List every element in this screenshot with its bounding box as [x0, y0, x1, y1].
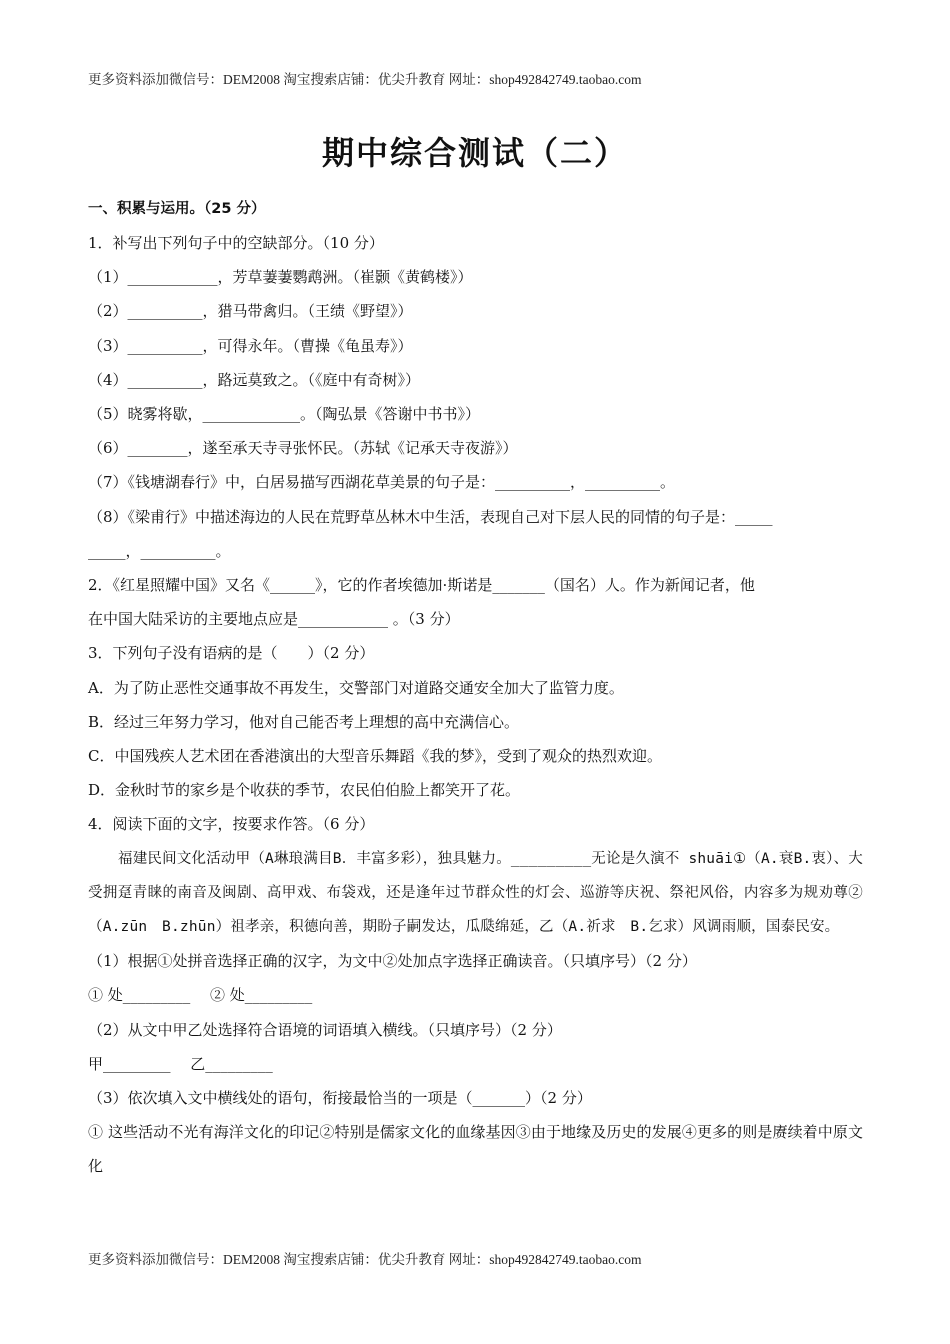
question-1-item: （7）《钱塘湖春行》中，白居易描写西湖花草美景的句子是：__________，__________。: [88, 473, 676, 492]
question-3-option-b: B．经过三年努力学习，他对自己能否考上理想的高中充满信心。: [88, 712, 520, 731]
question-3-option-a: A．为了防止恶性交通事故不再发生，交警部门对道路交通安全加大了监管力度。: [88, 678, 624, 697]
question-4-sub2: （2）从文中甲乙处选择符合语境的词语填入横线。（只填序号）（2 分）: [88, 1020, 562, 1039]
page-header: 更多资料添加微信号：DEM2008 淘宝搜索店铺：优尖升教育 网址：shop492842749.taobao.com: [88, 72, 642, 87]
question-3-option-d: D．金秋时节的家乡是个收获的季节，农民伯伯脸上都笑开了花。: [88, 781, 521, 800]
question-1-item: （5）晓雾将歇，_____________。（陶弘景《答谢中书书》）: [88, 405, 481, 424]
question-1-stem: 1．补写出下列句子中的空缺部分。（10 分）: [88, 234, 384, 252]
question-1-item: （2）__________，猎马带禽归。（王绩《野望》）: [88, 302, 413, 321]
question-4-stem: 4．阅读下面的文字，按要求作答。（6 分）: [88, 815, 375, 834]
section-heading: 一、积累与运用。（25 分）: [88, 201, 266, 217]
document-body: [88, 192, 863, 1184]
question-1-item: （1）____________，芳草萋萋鹦鹉洲。（崔颢《黄鹤楼》）: [88, 268, 473, 287]
question-1-item: （8）《梁甫行》中描述海边的人民在荒野草丛林木中生活，表现自己对下层人民的同情的句子是：_____: [88, 507, 773, 526]
question-3-option-c: C．中国残疾人艺术团在香港演出的大型音乐舞蹈《我的梦》，受到了观众的热烈欢迎。: [88, 747, 662, 766]
question-4-sub3-options: ① 这些活动不光有海洋文化的印记②特别是儒家文化的血缘基因③由于地缘及历史的发展④更多的则是赓续着中原文化: [88, 1123, 863, 1176]
question-3-stem: 3．下列句子没有语病的是（ ）（2 分）: [88, 644, 375, 663]
question-1-item: （3）__________，可得永年。（曹操《龟虽寿》）: [88, 336, 413, 355]
question-2-line: 在中国大陆采访的主要地点应是____________ 。（3 分）: [88, 610, 460, 629]
question-4-sub3: （3）依次填入文中横线处的语句，衔接最恰当的一项是（_______）（2 分）: [88, 1089, 592, 1108]
page-footer: 更多资料添加微信号：DEM2008 淘宝搜索店铺：优尖升教育 网址：shop492842749.taobao.com: [88, 1252, 642, 1267]
question-4-sub1: （1）根据①处拼音选择正确的汉字，为文中②处加点字选择正确读音。（只填序号）（2 分）: [88, 952, 697, 971]
question-4-passage: 福建民间文化活动甲（A琳琅满目B．丰富多彩），独具魅力。_________无论是久演不 shuāi①（A.衰B.衷）、大受拥趸青睐的南音及闽剧、高甲戏、布袋戏，还是逢年过节群众性的灯会、巡游等庆祝、祭祀风俗，内容多为规劝尊②（A.zūn B.zhūn）祖孝亲，积德向善，期盼子嗣发达，瓜瓞绵延，乙（A.祈求 B.乞求）风调雨顺，国泰民安。: [88, 850, 863, 936]
question-2-line: 2．《红星照耀中国》又名《______》，它的作者埃德加·斯诺是_______（国名）人。作为新闻记者，他: [88, 576, 755, 595]
question-1-item: （6）________，遂至承天寺寻张怀民。（苏轼《记承天寺夜游》）: [88, 439, 518, 458]
question-1-item: （4）__________，路远莫致之。（《庭中有奇树》）: [88, 370, 421, 389]
question-4-sub2-answer: 甲_________ 乙_________: [88, 1054, 273, 1073]
question-1-item-continued: _____，__________。: [88, 541, 231, 560]
question-4-sub1-answer: ① 处_________ ② 处_________: [88, 986, 313, 1005]
page-title: 期中综合测试（二）: [321, 134, 628, 172]
